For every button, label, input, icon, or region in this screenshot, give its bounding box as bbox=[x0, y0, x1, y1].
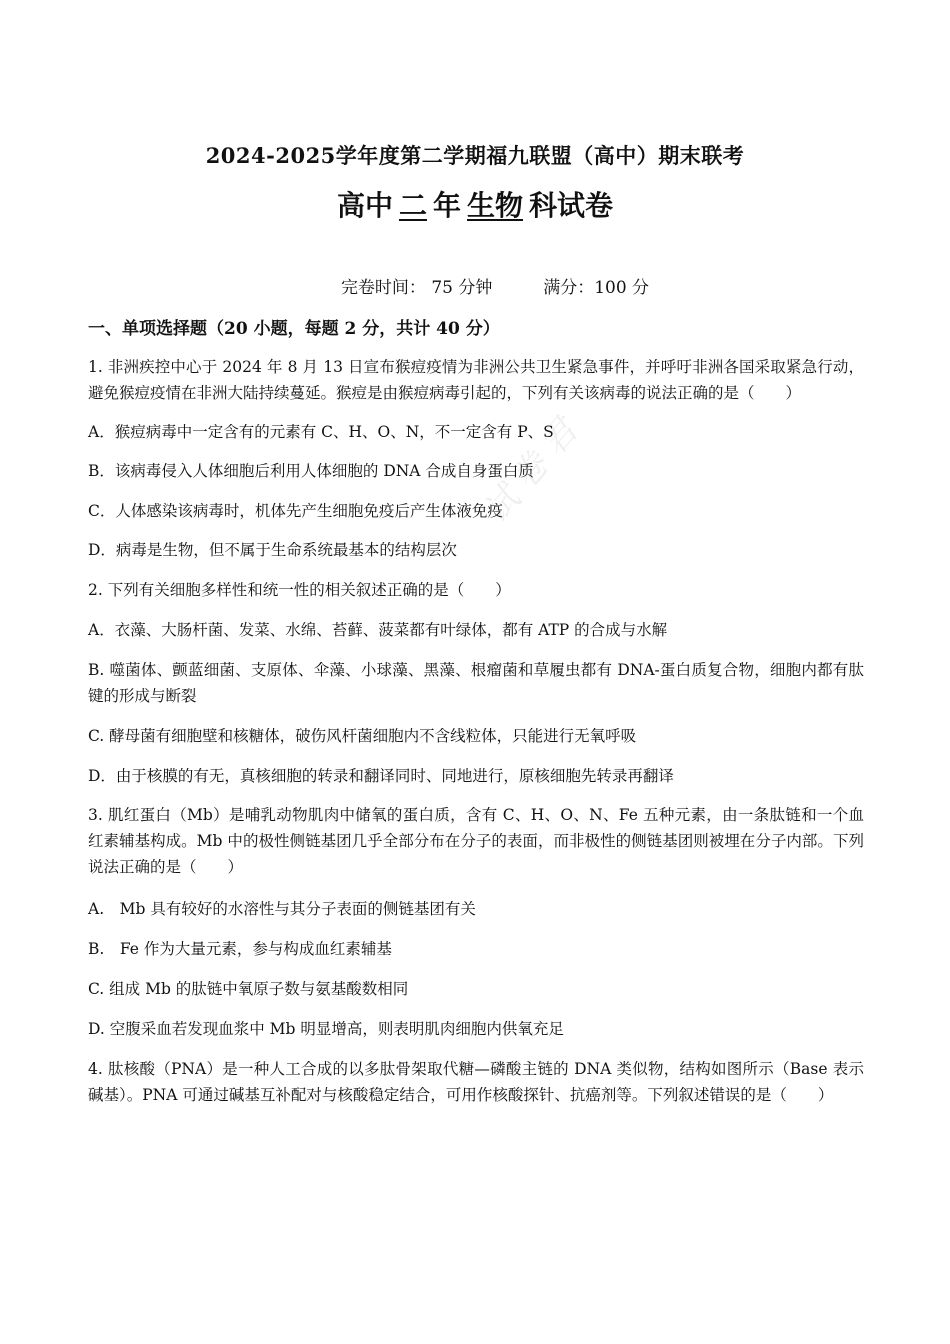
subject-suffix: 科试卷 bbox=[529, 189, 614, 222]
question-1-option-b: B．该病毒侵入人体细胞后利用人体细胞的 DNA 合成自身蛋白质 bbox=[88, 462, 534, 480]
subject-title bbox=[0, 184, 950, 224]
question-2-option-d: D．由于核膜的有无，真核细胞的转录和翻译同时、同地进行，原核细胞先转录再翻译 bbox=[88, 767, 674, 785]
question-1-option-a: A．猴痘病毒中一定含有的元素有 C、H、O、N，不一定含有 P、S bbox=[88, 423, 554, 441]
score-value: 100 分 bbox=[594, 278, 650, 298]
question-4-stem: 4. 肽核酸（PNA）是一种人工合成的以多肽骨架取代糖—磷酸主链的 DNA 类似物，结构如图所示（Base 表示碱基）。PNA 可通过碱基互补配对与核酸稳定结合，可用作核酸探针、抗癌剂等。下列叙述错误的是（ ） bbox=[88, 1060, 864, 1104]
subject-field: 生物 bbox=[467, 189, 524, 222]
question-1-option-d: D．病毒是生物，但不属于生命系统最基本的结构层次 bbox=[88, 541, 457, 559]
question-3-option-c: C. 组成 Mb 的肽链中氧原子数与氨基酸数相同 bbox=[88, 980, 409, 998]
question-2-option-c: C. 酵母菌有细胞壁和核糖体，破伤风杆菌细胞内不含线粒体，只能进行无氧呼吸 bbox=[88, 727, 637, 745]
question-2-option-a: A．衣藻、大肠杆菌、发菜、水绵、苔藓、菠菜都有叶绿体，都有 ATP 的合成与水解 bbox=[88, 621, 668, 639]
exam-meta bbox=[0, 273, 950, 298]
question-3-stem: 3. 肌红蛋白（Mb）是哺乳动物肌肉中储氧的蛋白质，含有 C、H、O、N、Fe 五种元素，由一条肽链和一个血红素辅基构成。Mb 中的极性侧链基团几乎全部分布在分子的表面，而非极性的侧链基团则被埋在分子内部。下列说法正确的是（ ） bbox=[88, 806, 864, 876]
score-label: 满分： bbox=[543, 278, 595, 298]
time-label: 完卷时间： bbox=[340, 278, 426, 298]
question-2-option-b: B. 噬菌体、颤蓝细菌、支原体、伞藻、小球藻、黑藻、根瘤菌和草履虫都有 DNA-蛋白质复合物，细胞内都有肽键的形成与断裂 bbox=[88, 661, 864, 705]
section-title: 一、单项选择题（20 小题，每题 2 分，共计 40 分） bbox=[88, 319, 500, 339]
watermark: 试卷君 bbox=[476, 404, 592, 531]
question-1-stem: 1. 非洲疾控中心于 2024 年 8 月 13 日宣布猴痘疫情为非洲公共卫生紧急事件，并呼吁非洲各国采取紧急行动，避免猴痘疫情在非洲大陆持续蔓延。猴痘是由猴痘病毒引起的，下列有关该病毒的说法正确的是（ ） bbox=[88, 358, 864, 402]
grade-field: 二 bbox=[398, 189, 427, 222]
exam-title: 2024-2025学年度第二学期福九联盟（高中）期末联考 bbox=[205, 143, 745, 168]
question-3-option-d: D. 空腹采血若发现血浆中 Mb 明显增高，则表明肌肉细胞内供氧充足 bbox=[88, 1020, 564, 1038]
question-3-option-a: A. Mb 具有较好的水溶性与其分子表面的侧链基团有关 bbox=[88, 900, 476, 918]
subject-prefix: 高中 bbox=[336, 189, 393, 222]
year-char: 年 bbox=[432, 189, 461, 222]
question-1-option-c: C．人体感染该病毒时，机体先产生细胞免疫后产生体液免疫 bbox=[88, 502, 503, 520]
question-3-option-b: B. Fe 作为大量元素，参与构成血红素辅基 bbox=[88, 940, 392, 958]
time-value: 75 分钟 bbox=[431, 278, 493, 298]
question-2-stem: 2. 下列有关细胞多样性和统一性的相关叙述正确的是（ ） bbox=[88, 581, 511, 599]
